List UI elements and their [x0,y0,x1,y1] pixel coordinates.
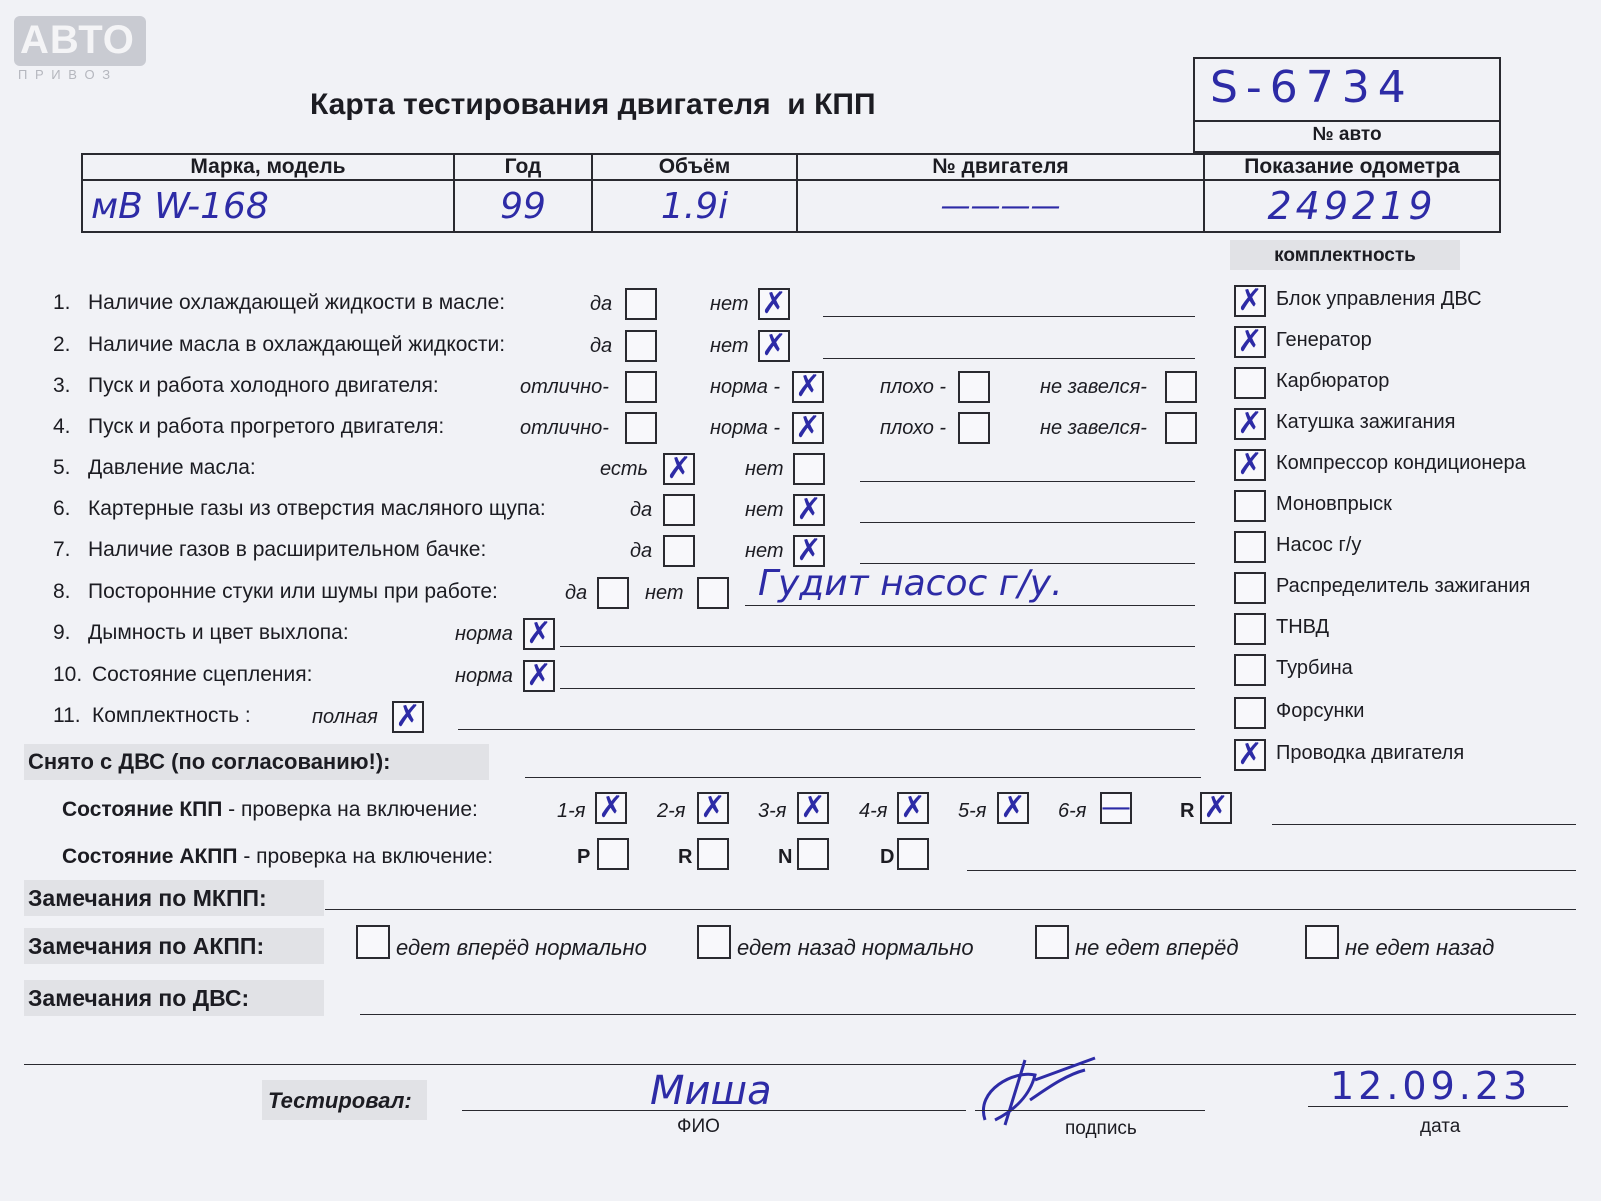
date-value: 12.09.23 [1330,1064,1532,1108]
kit-title: комплектность [1274,245,1416,266]
question-text: Наличие масла в охлаждающей жидкости: [88,333,506,356]
option-checkbox[interactable] [523,660,555,692]
question-text: Дымность и цвет выхлопа: [88,621,349,644]
option-checkbox[interactable] [663,494,695,526]
akpp-label-bold: Состояние АКПП [62,845,238,868]
check-mark: ✗ [526,658,552,693]
question-number: 7. [53,538,71,561]
question-number: 3. [53,374,71,397]
kpp-label-rest: - проверка на включение: [222,798,478,821]
gear-label: 2-я [657,800,686,822]
question-number: 2. [53,333,71,356]
option-label: нет [745,458,784,480]
kit-item-label: ТНВД [1276,616,1330,638]
remark-mkpp-line [325,909,1576,910]
option-label: плохо - [880,417,947,439]
option-label: полная [312,706,378,728]
gear-label: 4-я [859,800,888,822]
remark-akpp-label: Замечания по АКПП: [28,933,265,959]
check-mark: ✗ [761,328,787,363]
check-mark: ✗ [1203,790,1229,825]
col-model-header: Марка, модель [82,154,454,180]
gear-checkbox[interactable] [1100,792,1132,824]
date-caption: дата [1420,1116,1461,1137]
answer-line [860,481,1195,482]
check-mark: — [1101,790,1131,825]
signature-line [975,1110,1205,1111]
kit-checkbox[interactable] [1234,697,1266,729]
question-number: 8. [53,580,71,603]
option-label: не завелся- [1040,417,1147,439]
option-checkbox[interactable] [697,577,729,609]
check-mark: ✗ [795,369,821,404]
odometer-value: 249219 [1204,180,1500,232]
kpp-label-bold: Состояние КПП [62,798,223,821]
question-number: 1. [53,291,71,314]
question-number: 11. [53,704,81,727]
remark-dvs-label: Замечания по ДВС: [28,985,250,1011]
removed-label [28,749,391,775]
gear-checkbox[interactable] [997,792,1029,824]
option-label: нет [710,293,749,315]
option-checkbox[interactable] [625,288,657,320]
answer-line [823,358,1195,359]
option-label: да [565,582,588,604]
volume-value: 1.9i [592,180,797,232]
signature-caption: подпись [1065,1118,1137,1139]
question-text: Давление масла: [88,456,256,479]
check-mark: ✗ [1237,324,1263,359]
option-label: норма [455,665,513,687]
akpp-remark-label: едет вперёд нормально [396,935,647,960]
kit-item-label: Проводка двигателя [1276,742,1465,764]
check-mark: ✗ [1237,283,1263,318]
question-text: Комплектность : [92,704,251,727]
answer-line [458,729,1195,730]
year-value: 99 [454,180,592,232]
col-engine-header: № двигателя [797,154,1204,180]
table-header-row [82,154,1500,180]
kit-item-label: Компрессор кондиционера [1276,452,1526,474]
check-mark: ✗ [526,616,552,651]
kit-checkbox[interactable] [1234,613,1266,645]
option-label: да [590,335,613,357]
check-mark: ✗ [666,451,692,486]
check-mark: ✗ [1237,737,1263,772]
question-number: 10. [53,663,83,686]
akpp-remark-label: не едет назад [1345,935,1495,960]
car-number-value: S-6734 [1210,62,1414,113]
akpp-remark-checkbox[interactable] [1305,925,1339,959]
kit-item-label: Моновпрыск [1276,493,1392,515]
option-label: отлично- [520,376,609,398]
kit-checkbox[interactable] [1234,408,1266,440]
option-checkbox[interactable] [793,453,825,485]
option-checkbox[interactable] [663,453,695,485]
page-title: Карта тестирования двигателя и КПП [310,88,876,121]
remark-dvs-line [360,1014,1576,1015]
option-checkbox[interactable] [663,535,695,567]
kit-checkbox[interactable] [1234,367,1266,399]
akpp-mode-label: R [678,846,693,868]
logo-text: АВТО [20,18,135,62]
gear-checkbox[interactable] [595,792,627,824]
option-checkbox[interactable] [392,701,424,733]
option-label: да [630,540,653,562]
option-checkbox[interactable] [758,330,790,362]
col-odometer-header: Показание одометра [1204,154,1500,180]
option-checkbox[interactable] [1165,412,1197,444]
option-label: нет [710,335,749,357]
check-mark: ✗ [395,699,421,734]
kit-checkbox[interactable] [1234,326,1266,358]
option-checkbox[interactable] [758,288,790,320]
kit-item-label: Генератор [1276,329,1372,351]
col-year-header: Год [454,154,592,180]
akpp-label-rest: - проверка на включение: [237,845,494,868]
question-number: 9. [53,621,71,644]
kit-item-label: Турбина [1276,657,1353,679]
kit-item-label: Блок управления ДВС [1276,288,1482,310]
option-label: нет [745,499,784,521]
option-checkbox[interactable] [792,371,824,403]
akpp-remark-label: едет назад нормально [737,935,974,960]
option-label: нет [645,582,684,604]
removed-text: Снято с ДВС (по согласованию!): [28,749,391,774]
kit-item-label: Форсунки [1276,700,1365,722]
tested-label: Тестировал: [268,1088,412,1113]
tester-name: Миша [650,1068,772,1114]
option-label: отлично- [520,417,609,439]
akpp-remark-label: не едет вперёд [1075,935,1239,960]
answer-line [560,646,1195,647]
question-text: Состояние сцепления: [92,663,313,686]
kit-checkbox[interactable] [1234,739,1266,771]
question-text: Посторонние стуки или шумы при работе: [88,580,498,603]
check-mark: ✗ [900,790,926,825]
kpp-label [62,798,478,822]
option-label: да [630,499,653,521]
answer-line [745,605,1195,606]
akpp-label [62,845,493,869]
check-mark: ✗ [1000,790,1026,825]
col-volume-header: Объём [592,154,797,180]
akpp-mode-checkbox[interactable] [797,838,829,870]
option-label: норма - [710,417,781,439]
option-label: есть [600,458,649,480]
vehicle-table [81,153,1501,233]
question-text: Пуск и работа прогретого двигателя: [88,415,445,438]
check-mark: ✗ [800,790,826,825]
check-mark: ✗ [598,790,624,825]
answer-line [560,688,1195,689]
option-checkbox[interactable] [1165,371,1197,403]
akpp-mode-checkbox[interactable] [597,838,629,870]
remark-mkpp-label: Замечания по МКПП: [28,885,267,911]
option-checkbox[interactable] [958,412,990,444]
gear-label: 3-я [758,800,787,822]
fio-caption: ФИО [677,1116,720,1137]
check-mark: ✗ [761,286,787,321]
check-mark: ✗ [795,410,821,445]
akpp-mode-label: P [577,846,591,868]
kit-checkbox[interactable] [1234,572,1266,604]
check-mark: ✗ [796,492,822,527]
question-text: Наличие газов в расширительном бачке: [88,538,487,561]
akpp-remark-checkbox[interactable] [356,925,390,959]
gear-checkbox[interactable] [697,792,729,824]
option-checkbox[interactable] [523,618,555,650]
akpp-mode-checkbox[interactable] [697,838,729,870]
gear-checkbox[interactable] [797,792,829,824]
option-checkbox[interactable] [793,494,825,526]
question-text: Картерные газы из отверстия масляного щупа: [88,497,546,520]
engine-number-value: ———— [797,180,1204,232]
akpp-remark-checkbox[interactable] [697,925,731,959]
car-number-divider [1193,120,1501,122]
car-number-label: № авто [1312,124,1382,145]
kit-checkbox[interactable] [1234,531,1266,563]
option-label: норма [455,623,513,645]
akpp-line [967,870,1576,871]
option-checkbox[interactable] [597,577,629,609]
kit-checkbox[interactable] [1234,285,1266,317]
removed-line [525,777,1201,778]
gear-label: 5-я [958,800,987,822]
kit-checkbox[interactable] [1234,654,1266,686]
gear-checkbox[interactable] [897,792,929,824]
logo-subtext: П Р И В О З [18,67,113,82]
akpp-mode-label: D [880,846,895,868]
option-checkbox[interactable] [625,371,657,403]
kit-item-label: Катушка зажигания [1276,411,1456,433]
kpp-line [1272,824,1576,825]
kit-checkbox[interactable] [1234,449,1266,481]
check-mark: ✗ [1237,447,1263,482]
answer-line [860,522,1195,523]
check-mark: ✗ [700,790,726,825]
gear-label: 6-я [1058,800,1087,822]
option-label: нет [745,540,784,562]
kit-item-label: Распределитель зажигания [1276,575,1531,597]
answer-line [823,316,1195,317]
option-label: плохо - [880,376,947,398]
check-mark: ✗ [1237,406,1263,441]
question-text: Пуск и работа холодного двигателя: [88,374,439,397]
akpp-mode-label: N [778,846,793,868]
option-checkbox[interactable] [792,412,824,444]
question-text: Наличие охлаждающей жидкости в масле: [88,291,506,314]
gear-label: 1-я [557,800,586,822]
check-mark: ✗ [796,533,822,568]
option-label: не завелся- [1040,376,1147,398]
kit-item-label: Карбюратор [1276,370,1390,392]
akpp-mode-checkbox[interactable] [897,838,929,870]
gear-label: R [1180,800,1195,822]
handwritten-note: Гудит насос г/у. [758,563,1063,604]
question-number: 6. [53,497,71,520]
question-number: 4. [53,415,71,438]
akpp-remark-checkbox[interactable] [1035,925,1069,959]
table-row [82,180,1500,232]
option-checkbox[interactable] [958,371,990,403]
kit-item-label: Насос г/у [1276,534,1362,556]
option-checkbox[interactable] [625,330,657,362]
option-checkbox[interactable] [625,412,657,444]
gear-checkbox[interactable] [1200,792,1232,824]
option-label: да [590,293,613,315]
model-value: мВ W-168 [82,180,454,232]
option-label: норма - [710,376,781,398]
question-number: 5. [53,456,71,479]
kit-checkbox[interactable] [1234,490,1266,522]
